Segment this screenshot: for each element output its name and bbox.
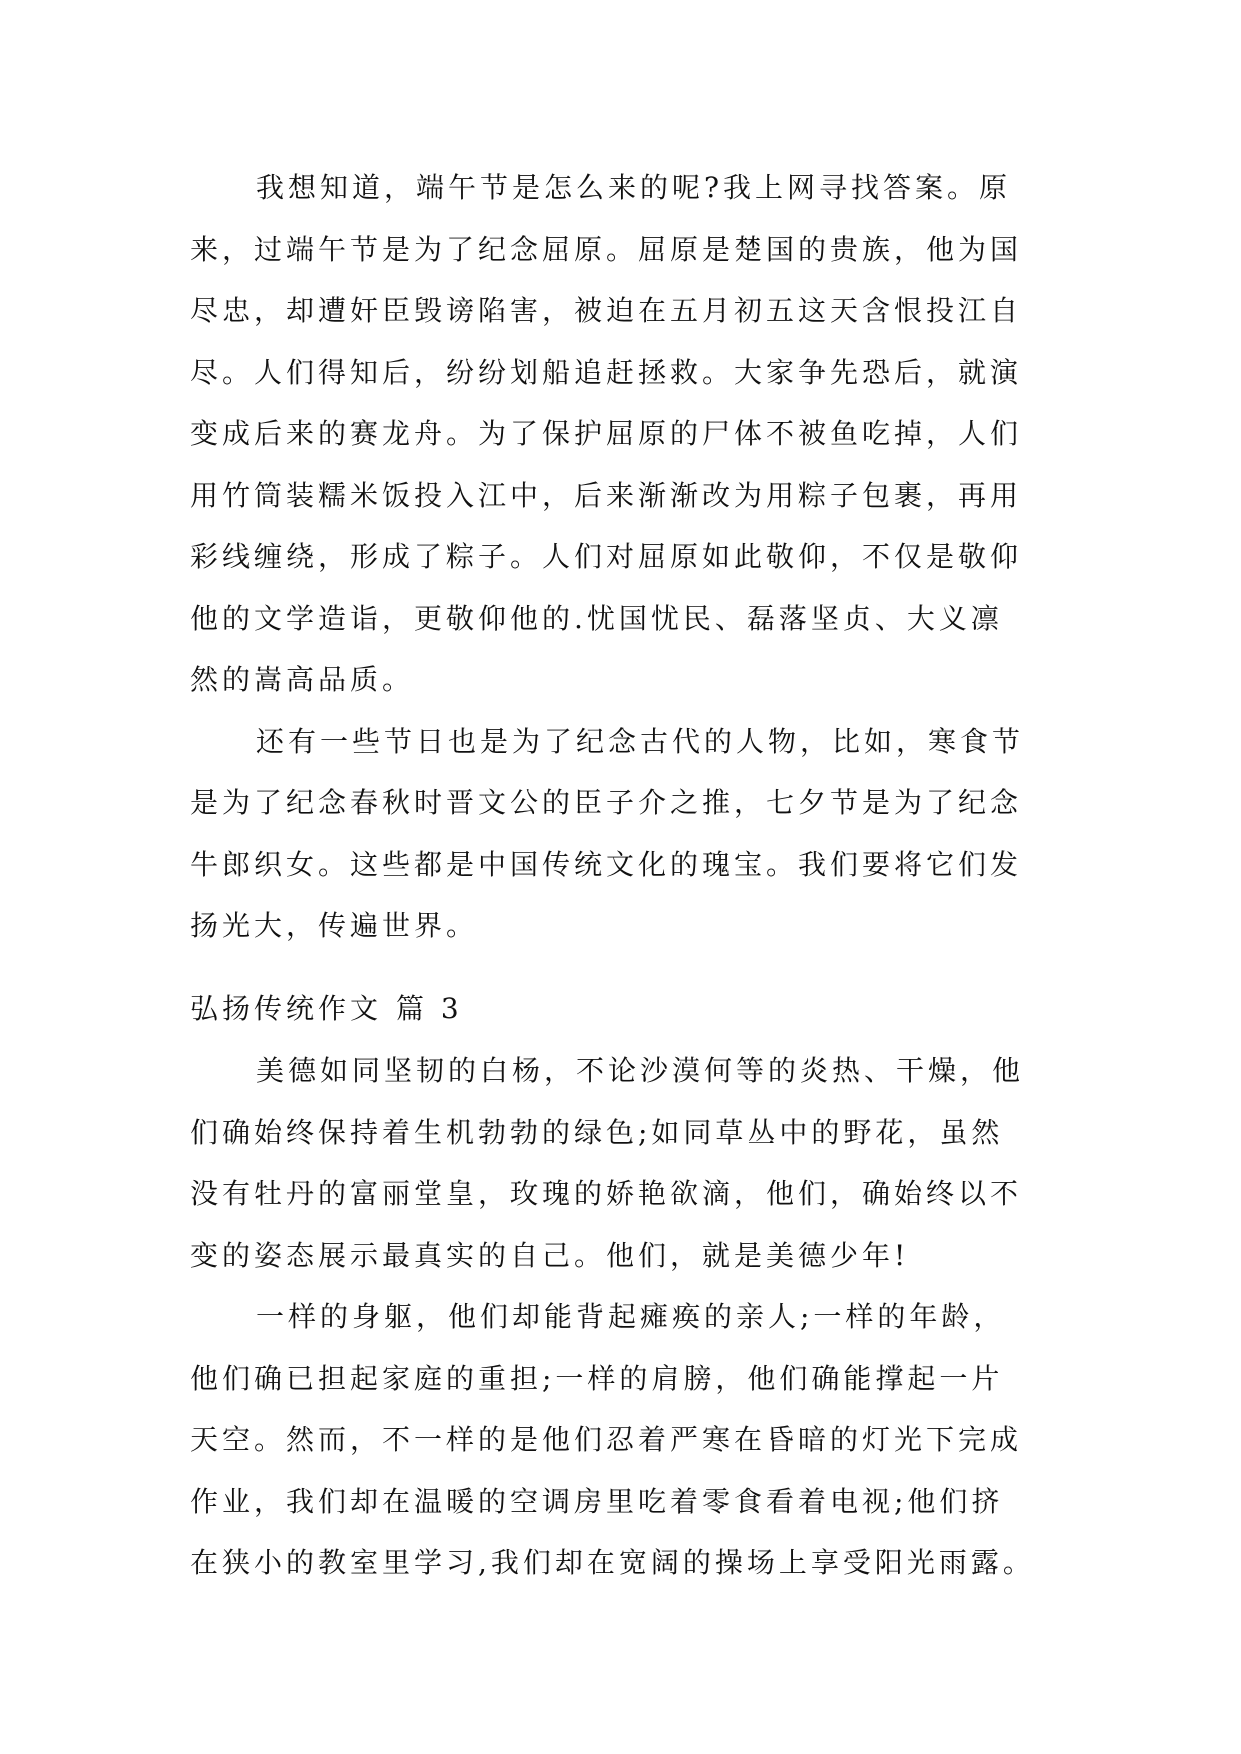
text-line: 作业，我们却在温暖的空调房里吃着零食看着电视;他们挤 — [190, 1484, 1004, 1518]
text-line: 天空。然而，不一样的是他们忍着严寒在昏暗的灯光下完成 — [190, 1423, 1023, 1456]
text-line: 没有牡丹的富丽堂皇，玫瑰的娇艳欲滴，他们，确始终以不 — [190, 1177, 1023, 1210]
text-line: 尽忠，却遭奸臣毁谤陷害，被迫在五月初五这天含恨投江自 — [190, 294, 1023, 327]
text-line: 变的姿态展示最真实的自己。他们，就是美德少年! — [190, 1238, 910, 1272]
section-heading — [190, 978, 463, 1040]
text-line: 然的嵩高品质。 — [190, 663, 415, 696]
essay-section-2 — [190, 1040, 1052, 1594]
paragraph — [190, 1286, 1052, 1594]
heading-title: 弘扬传统作文 — [190, 992, 383, 1025]
heading-part-number: 篇 3 — [396, 992, 463, 1025]
paragraph — [190, 157, 1052, 711]
text-line: 美德如同坚韧的白杨，不论沙漠何等的炎热、干燥，他 — [256, 1054, 1025, 1087]
text-line: 我想知道，端午节是怎么来的呢?我上网寻找答案。原 — [256, 171, 1012, 204]
text-line: 尽。人们得知后，纷纷划船追赶拯救。大家争先恐后，就演 — [190, 355, 1023, 389]
paragraph — [190, 1040, 1052, 1286]
text-line: 来，过端午节是为了纪念屈原。屈原是楚国的贵族，他为国 — [190, 232, 1023, 266]
text-line: 他的文学造诣，更敬仰他的.忧国忧民、磊落坚贞、大义凛 — [190, 601, 1003, 635]
text-line: 在狭小的教室里学习,我们却在宽阔的操场上享受阳光雨露。 — [190, 1546, 1035, 1579]
text-line: 是为了纪念春秋时晋文公的臣子介之推，七夕节是为了纪念 — [190, 786, 1023, 819]
text-line: 还有一些节日也是为了纪念古代的人物，比如，寒食节 — [256, 724, 1025, 758]
text-line: 们确始终保持着生机勃勃的绿色;如同草丛中的野花，虽然 — [190, 1115, 1004, 1149]
text-line: 用竹筒装糯米饭投入江中，后来渐渐改为用粽子包裹，再用 — [190, 478, 1023, 512]
text-line: 变成后来的赛龙舟。为了保护屈原的尸体不被鱼吃掉，人们 — [190, 417, 1023, 450]
paragraph — [190, 711, 1052, 957]
essay-section-1 — [190, 157, 1052, 957]
text-line: 一样的身躯，他们却能背起瘫痪的亲人;一样的年龄， — [256, 1300, 1006, 1333]
text-line: 牛郎织女。这些都是中国传统文化的瑰宝。我们要将它们发 — [190, 847, 1023, 881]
text-line: 彩线缠绕，形成了粽子。人们对屈原如此敬仰，不仅是敬仰 — [190, 540, 1023, 573]
text-line: 他们确已担起家庭的重担;一样的肩膀，他们确能撑起一片 — [190, 1361, 1004, 1395]
text-line: 扬光大，传遍世界。 — [190, 909, 479, 942]
